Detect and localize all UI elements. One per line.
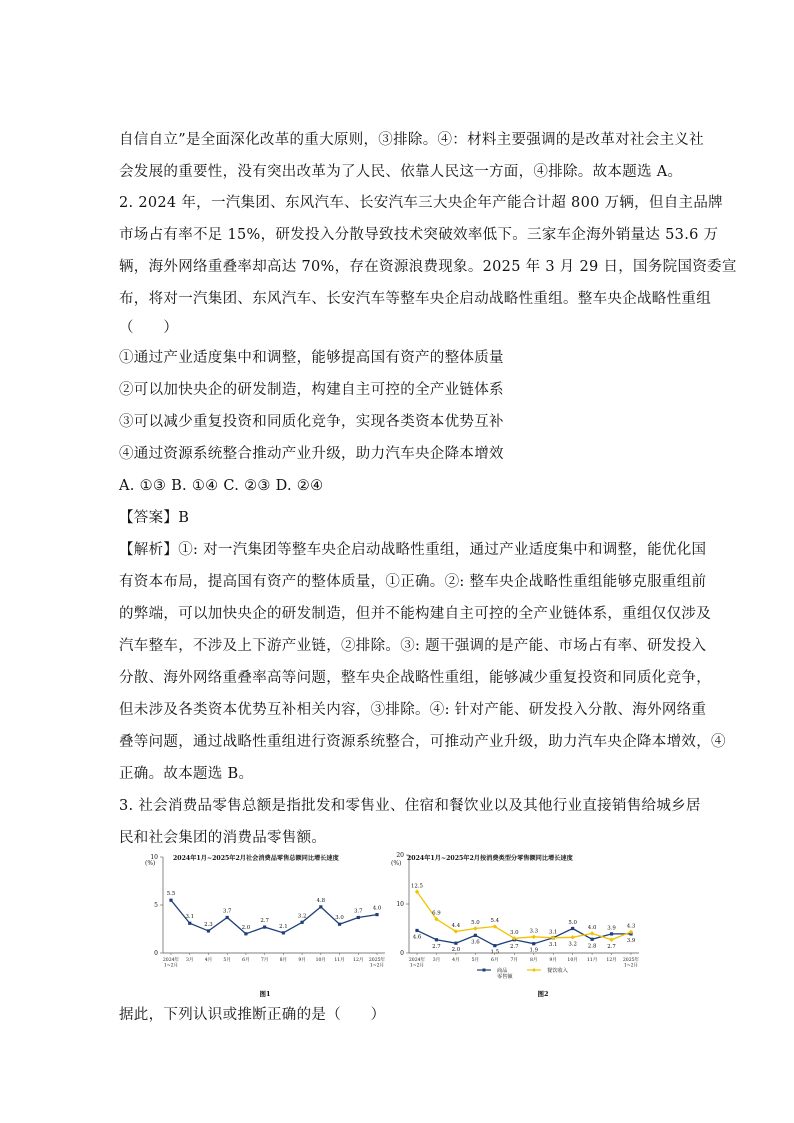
y-tick-label: 0 (154, 950, 158, 957)
q3-question: 据此，下列认识或推断正确的是（ ） (119, 1007, 386, 1023)
data-point (300, 921, 303, 924)
data-label: 6.9 (432, 910, 441, 917)
q2-stem-line-2: 市场占有率不足 15%，研发投入分散导致技术突破效率低下。三家车企海外销量达 53.6 万 (119, 227, 719, 243)
q2-answer-paren: （ ） (119, 320, 179, 336)
data-label: 1.9 (529, 947, 539, 954)
data-point (375, 913, 378, 916)
data-label: 3.1 (548, 941, 558, 948)
q2-explanation-line-2: 有资本布局，提高国有资产的整体质量，①正确。②: 整车央企战略性重组能够克服重组前 (119, 574, 707, 590)
data-label: 3.9 (607, 925, 616, 932)
data-label: 2.0 (451, 947, 461, 954)
data-label: 3.0 (509, 929, 519, 936)
data-point (415, 929, 418, 932)
data-label: 3.6 (471, 939, 480, 946)
q2-explanation-line-4: 汽车整车，不涉及上下游产业链，②排除。③: 题干强调的是产能、市场占有率、研发投入 (119, 638, 707, 654)
x-tick-label: 3月 (185, 958, 194, 963)
figure-caption: 图2 (537, 990, 549, 998)
data-point (493, 944, 496, 947)
q2-choices: A. ①③ B. ①④ C. ②③ D. ②④ (119, 478, 324, 494)
data-point (319, 905, 322, 908)
x-tick-label: 12月 (606, 958, 617, 963)
data-point (473, 926, 477, 930)
data-point (532, 942, 535, 945)
data-label: 2.7 (432, 943, 441, 950)
data-label: 2.0 (241, 924, 251, 931)
x-tick-label: 6月 (242, 958, 250, 963)
data-label: 3.2 (568, 941, 577, 948)
x-tick-label: 12月 (353, 958, 364, 963)
data-point (226, 916, 229, 919)
data-label: 5.0 (471, 920, 480, 926)
y-unit-label: (%) (145, 860, 156, 867)
x-tick-label: 4月 (204, 958, 213, 963)
data-label: 2.7 (260, 918, 269, 925)
data-point (188, 922, 191, 925)
data-point (207, 929, 210, 932)
legend-label: 商品零售额 (497, 968, 513, 980)
data-point (474, 934, 477, 937)
data-label: 4.0 (372, 905, 382, 912)
q3-stem-line-2: 民和社会集团的消费品零售额。 (119, 830, 327, 846)
x-tick-label: 2024年 1~2月 (162, 958, 180, 969)
x-tick-label: 4月 (452, 958, 460, 963)
data-point (338, 923, 341, 926)
x-tick-label: 5月 (223, 958, 231, 963)
data-label: 2.3 (204, 921, 213, 928)
x-tick-label: 3月 (432, 958, 441, 963)
data-label: 3.1 (185, 914, 195, 921)
data-label: 2.8 (587, 943, 597, 950)
q3-stem-line-1: 3. 社会消费品零售总额是指批发和零售业、住宿和餐饮业以及其他行业直接销售给城乡居 (119, 798, 701, 814)
data-label: 5.0 (568, 920, 577, 926)
legend-marker (532, 968, 536, 972)
y-tick-label: 0 (400, 950, 404, 957)
data-label: 5.4 (490, 918, 500, 925)
data-point (590, 938, 593, 941)
data-point (357, 916, 360, 919)
data-label: 3.2 (297, 913, 307, 920)
x-tick-label: 8月 (279, 958, 288, 963)
data-point (263, 925, 266, 928)
data-label: 3.3 (529, 928, 539, 935)
prev-answer-line-1: 自信自立”是全面深化改革的重大原则，③排除。④：材料主要强调的是改革对社会主义社 (119, 132, 704, 148)
x-tick-label: 10月 (315, 958, 327, 963)
y-tick-label: 10 (396, 901, 404, 908)
y-tick-label: 5 (154, 902, 158, 909)
chart-title: 2024年1月~2025年2月社会消费品零售总额同比增长速度 (173, 855, 339, 862)
q2-stem-line-3: 辆，海外网络重叠率却高达 70%，存在资源浪费现象。2025 年 3 月 29 日，国务院国资委宣 (119, 259, 737, 275)
data-label: 3.7 (353, 908, 363, 915)
legend-label: 餐饮收入 (547, 968, 568, 974)
x-tick-label: 6月 (491, 958, 499, 963)
q2-explanation-line-8: 正确。故本题选 B。 (119, 766, 254, 782)
data-label: 2.7 (607, 943, 616, 950)
chart-retail-sales-growth (145, 852, 395, 1002)
legend-marker (483, 969, 486, 972)
chart-retail-by-type-growth (391, 852, 645, 1002)
data-point (590, 931, 594, 935)
q2-explanation-line-6: 但未涉及各类资本优势互补相关内容，③排除。④: 针对产能、研发投入分散、海外网络重 (119, 702, 707, 718)
x-tick-label: 7月 (510, 958, 519, 963)
q2-option-3: ③可以减少重复投资和同质化竞争，实现各类资本优势互补 (119, 414, 504, 430)
data-label: 1.5 (490, 949, 500, 956)
q2-explanation-line-7: 叠等问题，通过战略性重组进行资源系统整合，可推动产业升级，助力汽车央企降本增效，④ (119, 734, 726, 750)
data-point (532, 935, 536, 939)
data-label: 2.1 (279, 923, 288, 930)
q2-explanation-line-3: 的弊端，可以加快央企的研发制造，但并不能构建自主可控的全产业链体系，重组仅仅涉及 (119, 606, 711, 622)
y-unit-label: (%) (391, 860, 402, 867)
x-tick-label: 7月 (260, 958, 269, 963)
x-tick-label: 2024年 1~2月 (408, 958, 426, 969)
x-tick-label: 2025年 1~2月 (368, 958, 386, 969)
x-tick-label: 11月 (334, 958, 345, 963)
data-label: 4.3 (626, 923, 636, 930)
y-tick-label: 10 (150, 854, 158, 861)
x-tick-label: 5月 (471, 958, 480, 963)
data-label: 4.0 (587, 924, 597, 931)
data-point (435, 938, 438, 941)
data-point (244, 932, 247, 935)
data-label: 4.8 (316, 897, 326, 904)
q2-explanation-line-5: 分散、海外网络重叠率高等问题，整车央企战略性重组，能够减少重复投资和同质化竞争， (119, 670, 711, 686)
data-label: 2.7 (509, 943, 519, 950)
data-label: 4.4 (451, 922, 461, 929)
data-label: 12.5 (410, 883, 424, 890)
q2-option-4: ④通过资源系统整合推动产业升级，助力汽车央企降本增效 (119, 446, 504, 462)
data-point (570, 935, 574, 939)
q2-explanation-line-1: 【解析】①: 对一汽集团等整车央企启动战略性重组，通过产业适度集中和调整，能优化国 (119, 542, 707, 558)
data-point (610, 932, 613, 935)
series-line (417, 892, 631, 940)
data-point (454, 942, 457, 945)
q2-option-2: ②可以加快央企的研发制造，构建自主可控的全产业链体系 (119, 382, 504, 398)
data-label: 3.0 (335, 915, 344, 922)
x-tick-label: 9月 (298, 958, 306, 963)
q2-answer: 【答案】B (119, 510, 190, 526)
x-tick-label: 9月 (549, 958, 557, 963)
data-label: 4.6 (412, 934, 422, 941)
x-tick-label: 8月 (529, 958, 538, 963)
data-point (571, 927, 574, 930)
x-tick-label: 10月 (567, 958, 578, 963)
data-label: 3.9 (626, 937, 636, 944)
data-point (609, 938, 613, 942)
data-label: 3.1 (548, 929, 558, 936)
x-tick-label: 2025年 1~2月 (622, 958, 640, 969)
x-tick-label: 11月 (586, 958, 598, 963)
data-point (169, 899, 172, 902)
data-label: 3.7 (222, 908, 232, 915)
q2-stem-line-4: 布，将对一汽集团、东风汽车、长安汽车等整车央企启动战略性重组。整车央企战略性重组 (119, 291, 711, 307)
q2-option-1: ①通过产业适度集中和调整，能够提高国有资产的整体质量 (119, 350, 504, 366)
data-label: 5.5 (166, 891, 176, 898)
q2-stem-line-1: 2. 2024 年，一汽集团、东风汽车、长安汽车三大央企年产能合计超 800 万辆，但自主品牌 (119, 195, 723, 211)
chart-title: 2024年1月~2025年2月按消费类型分零售额同比增长速度 (407, 855, 573, 862)
y-tick-label: 20 (396, 852, 404, 859)
prev-answer-line-2: 会发展的重要性，没有突出改革为了人民、依靠人民这一方面，④排除。故本题选 A。 (119, 164, 683, 180)
figure-caption: 图1 (259, 990, 271, 998)
series-line (171, 897, 377, 934)
data-point (282, 931, 285, 934)
